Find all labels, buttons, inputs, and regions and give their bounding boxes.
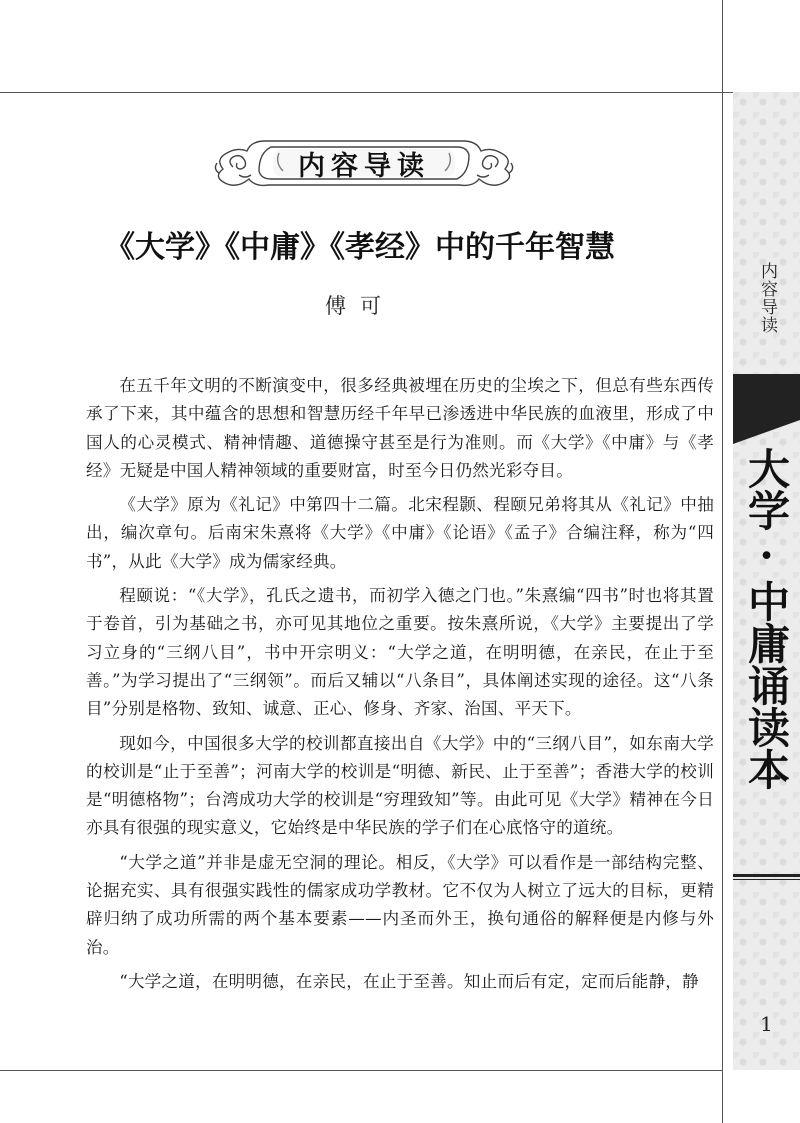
banner-title: 内容导读 <box>298 151 430 182</box>
sidebar-rule-thin <box>733 879 800 880</box>
chapter-sidebar <box>733 92 800 1070</box>
article-body <box>86 372 714 996</box>
paragraph: 《大学》原为《礼记》中第四十二篇。北宋程颢、程颐兄弟将其从《礼记》中抽出，编次章句。后南宋朱熹将《大学》《中庸》《论语》《孟子》合编注释，称为“四书”，从此《大学》成为儒家经典。 <box>86 495 714 571</box>
sidebar-book-title: 大学·中庸诵读本 <box>742 447 791 790</box>
margin-frame-rule <box>722 0 723 1123</box>
author-name: 傅可 <box>325 294 395 318</box>
sidebar-rule <box>733 874 800 877</box>
paragraph: 现如今，中国很多大学的校训都直接出自《大学》中的“三纲八目”，如东南大学的校训是“止于至善”；河南大学的校训是“明德、新民、止于至善”；香港大学的校训是“明德格物”；台湾成功大学的校训是“穷理致知”等。由此可见《大学》精神在今日亦具有很强的现实意义，它始终是中华民族的学子们在心底恪守的道统。 <box>86 733 714 838</box>
bottom-frame-rule <box>0 1070 722 1071</box>
paragraph: 在五千年文明的不断演变中，很多经典被埋在历史的尘埃之下，但总有些东西传承了下来，其中蕴含的思想和智慧历经千年早已渗透进中华民族的血液里，形成了中国人的心灵模式、精神情趣、道德操守甚至是行为准则。而《大学》《中庸》与《孝经》无疑是中国人精神领域的重要财富，时至今日仍然光彩夺目。 <box>86 376 714 480</box>
paragraph: “大学之道，在明明德，在亲民，在止于至善。知止而后有定，定而后能静，静 <box>119 971 699 991</box>
top-frame-rule <box>0 92 800 93</box>
sidebar-dark-triangle <box>733 420 800 444</box>
paragraph: “大学之道”并非是虚无空洞的理论。相反，《大学》可以看作是一部结构完整、论据充实、具有很强实践性的儒家成功学教材。它不仅为人树立了远大的目标，更精辟归纳了成功所需的两个基本要素——内圣而外王，换句通俗的解释便是内修与外治。 <box>86 852 714 957</box>
sidebar-dark-band <box>733 374 800 420</box>
page-number: 1 <box>760 1012 773 1036</box>
section-banner <box>205 127 523 197</box>
paragraph: 程颐说：“《大学》，孔氏之遗书，而初学入德之门也。”朱熹编“四书”时也将其置于卷首，引为基础之书，亦可见其地位之重要。按朱熹所说，《大学》主要提出了学习立身的“三纲八目”，书中开宗明义：“大学之道，在明明德，在亲民，在止于至善。”为学习提出了“三纲领”。而后又辅以“八条目”，具体阐述实现的途径。这“八条目”分别是格物、致知、诚意、正心、修身、齐家、治国、平天下。 <box>86 586 714 719</box>
article-title: 《大学》《中庸》《孝经》中的千年智慧 <box>105 230 615 265</box>
sidebar-section-label: 内容导读 <box>757 262 777 334</box>
